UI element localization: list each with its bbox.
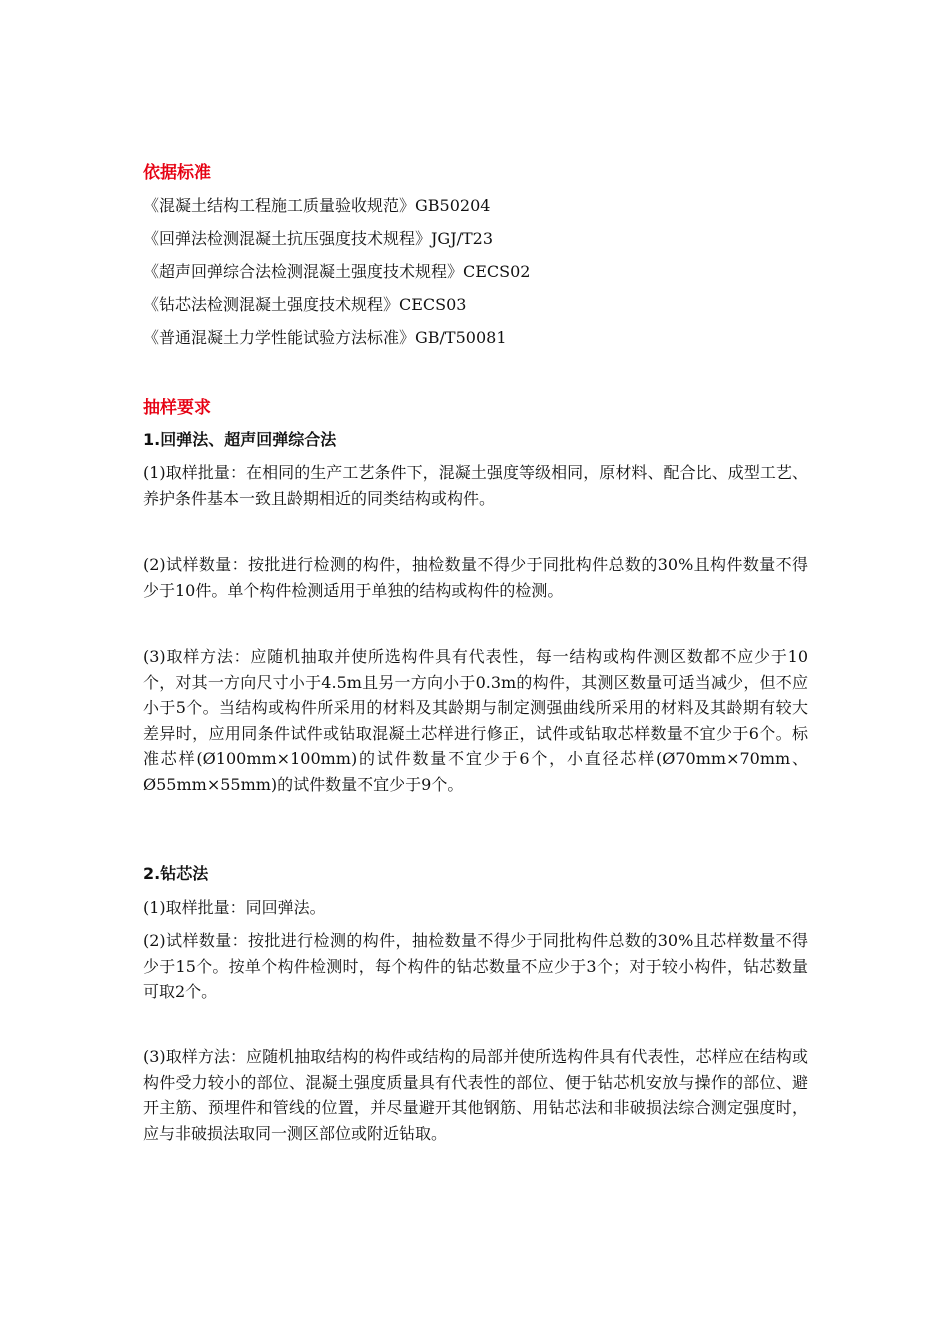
sampling-title: 抽样要求 — [143, 398, 211, 418]
method2-heading: 2.钻芯法 — [143, 864, 209, 883]
standard-item: 《超声回弹综合法检测混凝土强度技术规程》CECS02 — [143, 262, 531, 281]
standard-item: 《回弹法检测混凝土抗压强度技术规程》JGJ/T23 — [143, 229, 494, 248]
method1-heading: 1.回弹法、超声回弹综合法 — [143, 430, 337, 449]
standard-item: 《混凝土结构工程施工质量验收规范》GB50204 — [143, 196, 491, 215]
standards-list — [143, 195, 531, 360]
method2-method-paragraph: (3)取样方法：应随机抽取结构的构件或结构的局部并使所选构件具有代表性，芯样应在结构或构件受力较小的部位、混凝土强度质量具有代表性的部位、便于钻芯机安放与操作的部位、避开主筋、预埋件和管线的位置，并尽量避开其他钢筋、用钻芯法和非破损法综合测定强度时，应与非破损法取同一测区部位或附近钻取。 — [143, 1047, 808, 1143]
method2-batch-paragraph: (1)取样批量：同回弹法。 — [143, 898, 326, 917]
standard-item: 《钻芯法检测混凝土强度技术规程》CECS03 — [143, 295, 467, 314]
method1-batch-paragraph: (1)取样批量：在相同的生产工艺条件下，混凝土强度等级相同，原材料、配合比、成型工艺、养护条件基本一致且龄期相近的同类结构或构件。 — [143, 463, 808, 508]
standards-title: 依据标准 — [143, 163, 211, 183]
method1-quantity-paragraph: (2)试样数量：按批进行检测的构件，抽检数量不得少于同批构件总数的30%且构件数量不得少于10件。单个构件检测适用于单独的结构或构件的检测。 — [143, 555, 808, 600]
standard-item: 《普通混凝土力学性能试验方法标准》GB/T50081 — [143, 328, 507, 347]
method2-quantity-paragraph: (2)试样数量：按批进行检测的构件，抽检数量不得少于同批构件总数的30%且芯样数量不得少于15个。按单个构件检测时，每个构件的钻芯数量不应少于3个；对于较小构件，钻芯数量可取2个。 — [143, 931, 808, 1001]
method1-method-paragraph: (3)取样方法：应随机抽取并使所选构件具有代表性，每一结构或构件测区数都不应少于10个，对其一方向尺寸小于4.5m且另一方向小于0.3m的构件，其测区数量可适当减少，但不应小于5个。当结构或构件所采用的材料及其龄期与制定测强曲线所采用的材料及其龄期有较大差异时，应用同条件试件或钻取混凝土芯样进行修正，试件或钻取芯样数量不宜少于6个。标准芯样(Ø100mm×100mm)的试件数量不宜少于6个，小直径芯样(Ø70mm×70mm、Ø55mm×55mm)的试件数量不宜少于9个。 — [143, 647, 808, 794]
